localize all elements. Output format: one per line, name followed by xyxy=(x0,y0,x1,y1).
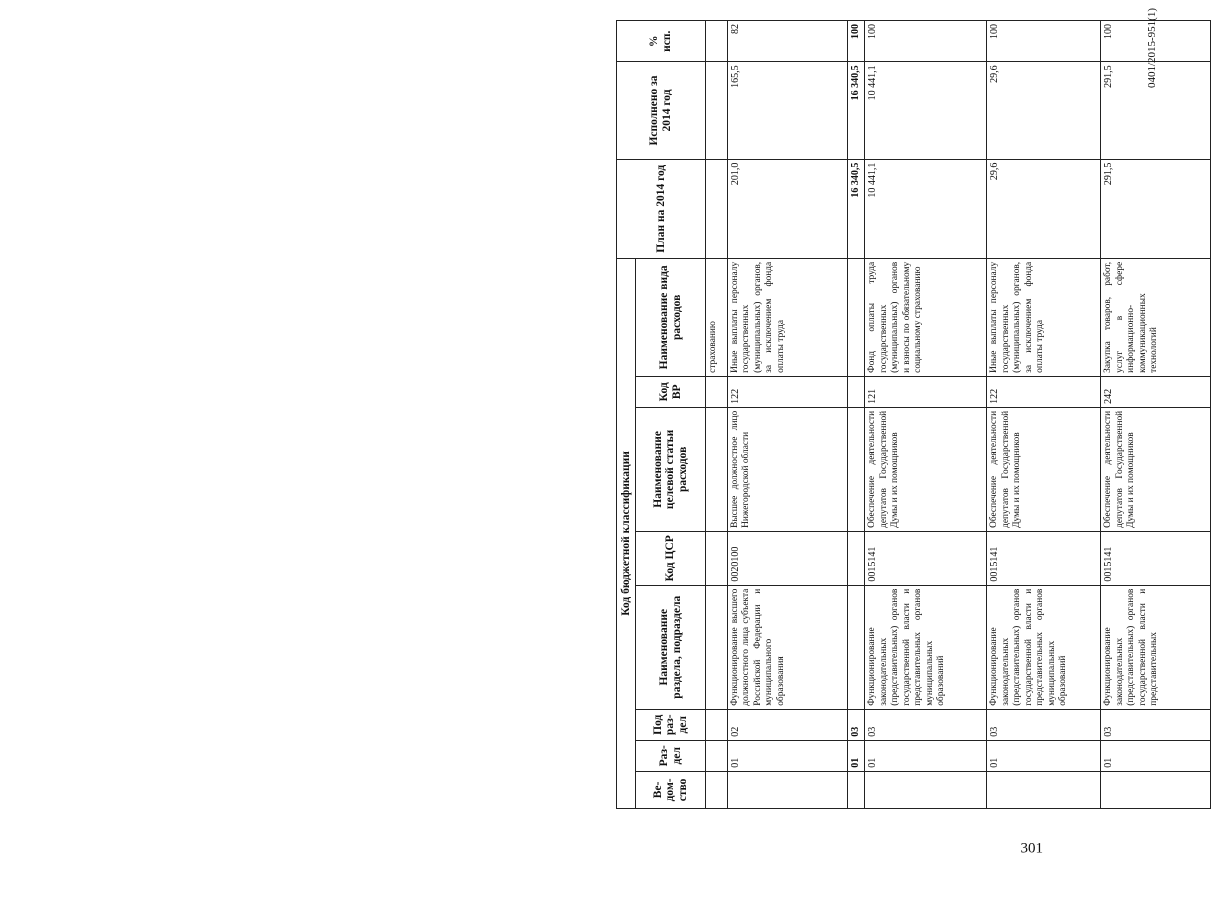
page-number: 301 xyxy=(1020,840,1043,857)
cell-plan xyxy=(706,159,728,258)
cell-name-csr: Обеспечение деятельности депутатов Государственной Думы и их помощников xyxy=(1101,407,1211,531)
cell-ved xyxy=(728,771,848,808)
cell-plan: 291,5 xyxy=(1101,159,1211,258)
table-row xyxy=(1101,21,1211,809)
cell-ved xyxy=(987,771,1101,808)
table-row xyxy=(706,21,728,809)
cell-vr xyxy=(706,376,728,407)
table-row xyxy=(987,21,1101,809)
cell-razdel: 01 xyxy=(1101,740,1211,771)
cell-fact xyxy=(706,62,728,159)
cell-vr xyxy=(848,376,865,407)
cell-csr: 0015141 xyxy=(865,531,987,585)
cell-razdel: 01 xyxy=(848,740,865,771)
header-name-vr: Наименование вида расходов xyxy=(636,258,706,376)
header-ved: Ве-дом-ство xyxy=(636,771,706,808)
cell-fact: 16 340,5 xyxy=(848,62,865,159)
rotated-page xyxy=(584,0,1164,905)
cell-pct: 82 xyxy=(728,21,848,62)
cell-csr: 0015141 xyxy=(987,531,1101,585)
subtotal-row xyxy=(848,21,865,809)
cell-name-vr: Иные выплаты персоналу государственных (муниципальных) органов, за исключением фонда оплаты труда xyxy=(728,258,848,376)
cell-pct: 100 xyxy=(1101,21,1211,62)
cell-fact: 29,6 xyxy=(987,62,1101,159)
cell-name-csr: Обеспечение деятельности депутатов Государственной Думы и их помощников xyxy=(987,407,1101,531)
header-csr: Код ЦСР xyxy=(636,531,706,585)
cell-ved xyxy=(848,771,865,808)
cell-name-razdel: Функционирование высшего должностного лица субъекта Российской Федерации и муниципального образования xyxy=(728,585,848,709)
cell-fact: 291,5 xyxy=(1101,62,1211,159)
cell-ved xyxy=(865,771,987,808)
cell-razdel: 01 xyxy=(987,740,1101,771)
cell-pct: 100 xyxy=(865,21,987,62)
cell-ved xyxy=(1101,771,1211,808)
cell-plan: 29,6 xyxy=(987,159,1101,258)
cell-fact: 10 441,1 xyxy=(865,62,987,159)
header-podrazdel: Под раз-дел xyxy=(636,709,706,740)
header-plan: План на 2014 год xyxy=(617,159,706,258)
cell-podrazdel: 03 xyxy=(865,709,987,740)
table-row xyxy=(865,21,987,809)
header-vr: Код ВР xyxy=(636,376,706,407)
table-row xyxy=(728,21,848,809)
cell-pct xyxy=(706,21,728,62)
cell-csr xyxy=(848,531,865,585)
cell-vr: 122 xyxy=(987,376,1101,407)
cell-plan: 16 340,5 xyxy=(848,159,865,258)
cell-plan: 10 441,1 xyxy=(865,159,987,258)
cell-podrazdel: 03 xyxy=(1101,709,1211,740)
header-name-razdel: Наименование раздела, подраздела xyxy=(636,585,706,709)
cell-name-vr: Иные выплаты персоналу государственных (муниципальных) органов, за исключением фонда оплаты труда xyxy=(987,258,1101,376)
header-fact: Исполнено за 2014 год xyxy=(617,62,706,159)
header-pct: % исп. xyxy=(617,21,706,62)
cell-csr: 0020100 xyxy=(728,531,848,585)
cell-razdel: 01 xyxy=(728,740,848,771)
cell-name-vr: Фонд оплаты труда государственных (муниципальных) органов и взносы по обязательному социальному страхованию xyxy=(865,258,987,376)
cell-csr xyxy=(706,531,728,585)
cell-vr: 122 xyxy=(728,376,848,407)
budget-table-wrapper xyxy=(616,21,1164,809)
document-code: 0401/2015-951(1) xyxy=(1146,8,1158,89)
cell-pct: 100 xyxy=(848,21,865,62)
cell-csr: 0015141 xyxy=(1101,531,1211,585)
cell-name-csr xyxy=(848,407,865,531)
cell-podrazdel: 03 xyxy=(987,709,1101,740)
header-group: Код бюджетной классификации xyxy=(617,258,636,808)
cell-podrazdel: 03 xyxy=(848,709,865,740)
cell-podrazdel: 02 xyxy=(728,709,848,740)
cell-fact: 165,5 xyxy=(728,62,848,159)
cell-name-vr xyxy=(848,258,865,376)
header-group-row xyxy=(617,21,636,809)
cell-plan: 201,0 xyxy=(728,159,848,258)
cell-ved xyxy=(706,771,728,808)
header-name-csr: Наименование целевой статьи расходов xyxy=(636,407,706,531)
table-body xyxy=(706,21,1211,809)
cell-name-razdel xyxy=(706,585,728,709)
cell-razdel: 01 xyxy=(865,740,987,771)
cell-name-razdel xyxy=(848,585,865,709)
cell-name-vr: Закупка товаров, работ, услуг в сфере информационно-коммуникационных технологий xyxy=(1101,258,1211,376)
cell-vr: 242 xyxy=(1101,376,1211,407)
cell-name-csr: Высшее должностное лицо Нижегородской области xyxy=(728,407,848,531)
header-razdel: Раз-дел xyxy=(636,740,706,771)
cell-name-csr xyxy=(706,407,728,531)
cell-razdel xyxy=(706,740,728,771)
cell-podrazdel xyxy=(706,709,728,740)
cell-name-razdel: Функционирование законодательных (представительных) органов государственной власти и представительных xyxy=(1101,585,1211,709)
cell-name-razdel: Функционирование законодательных (представительных) органов государственной власти и представительных органов муниципальных образований xyxy=(987,585,1101,709)
cell-name-csr: Обеспечение деятельности депутатов Государственной Думы и их помощников xyxy=(865,407,987,531)
cell-vr: 121 xyxy=(865,376,987,407)
cell-pct: 100 xyxy=(987,21,1101,62)
cell-name-razdel: Функционирование законодательных (представительных) органов государственной власти и представительных органов муниципальных образований xyxy=(865,585,987,709)
budget-table xyxy=(616,20,1211,809)
cell-name-vr: страхованию xyxy=(706,258,728,376)
